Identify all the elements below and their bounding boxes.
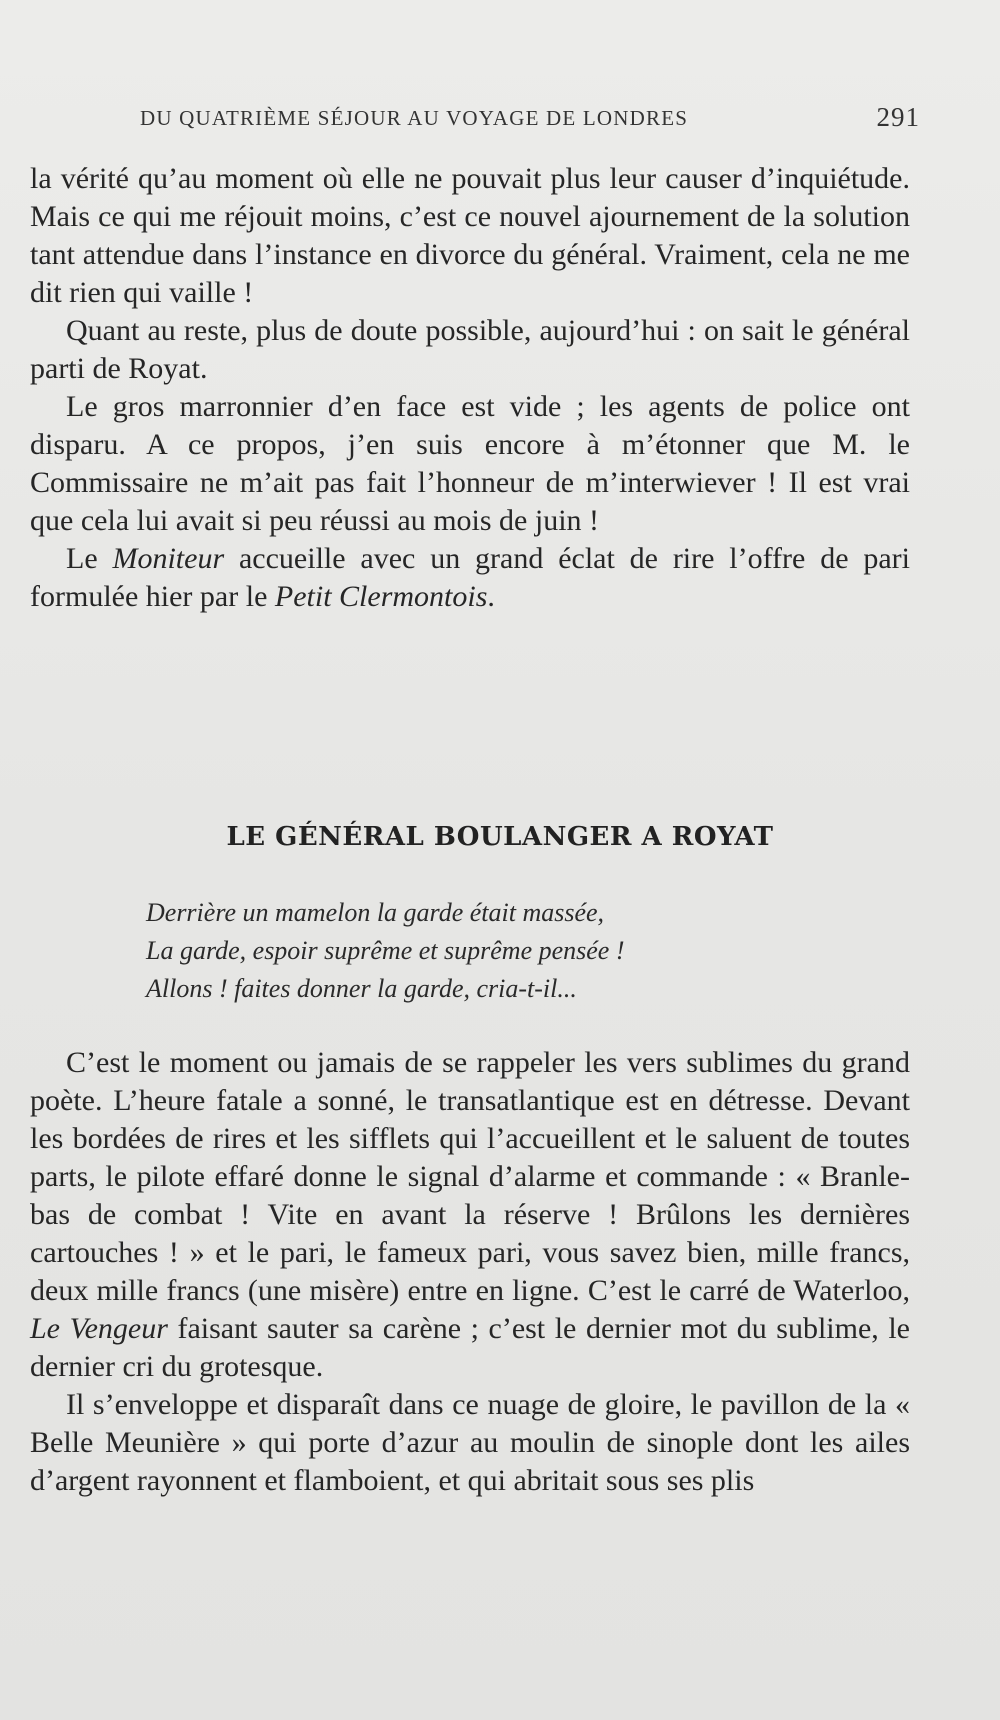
- epigraph-line: Derrière un mamelon la garde était massée,: [146, 898, 605, 927]
- italic-title: Moniteur: [112, 542, 225, 575]
- italic-title: Le Vengeur: [30, 1312, 168, 1345]
- body-text-bottom: [30, 1044, 910, 1500]
- body-text-top: [30, 160, 910, 616]
- text-span: accueille avec un grand éclat de rire l’offre de pari formulée hier par le: [30, 542, 910, 613]
- paragraph-moniteur: [30, 540, 910, 616]
- running-title: DU QUATRIÈME SÉJOUR AU VOYAGE DE LONDRES: [140, 106, 689, 130]
- epigraph-line: Allons ! faites donner la garde, cria-t-il...: [146, 974, 577, 1003]
- paragraph: Le gros marronnier d’en face est vide ; les agents de police ont disparu. A ce propos, j’en suis encore à m’étonner que M. le Commissaire ne m’ait pas fait l’honneur de m’interwiever ! Il est vrai que cela lui avait si peu réussi au mois de juin !: [30, 390, 910, 537]
- page-number: 291: [876, 102, 920, 132]
- text-span: faisant sauter sa carène ; c’est le dernier mot du sublime, le dernier cri du grotesque.: [30, 1312, 911, 1383]
- paragraph: Quant au reste, plus de doute possible, aujourd’hui : on sait le général parti de Royat.: [30, 314, 910, 385]
- paragraph: la vérité qu’au moment où elle ne pouvait plus leur causer d’inquiétude. Mais ce qui me réjouit moins, c’est ce nouvel ajournement de la solution tant attendue dans l’instance en divorce du général. Vraiment, cela ne me dit rien qui vaille !: [30, 162, 910, 309]
- section-heading: LE GÉNÉRAL BOULANGER A ROYAT: [226, 822, 774, 852]
- text-span: Le: [66, 542, 113, 575]
- running-head: [140, 102, 920, 138]
- italic-title: Petit Clermontois: [274, 580, 488, 613]
- paragraph: Il s’enveloppe et disparaît dans ce nuage de gloire, le pavillon de la « Belle Meunière » qui porte d’azur au moulin de sinople dont les ailes d’argent rayonnent et flamboient, et qui abritait sous ses plis: [30, 1388, 910, 1497]
- text-span: C’est le moment ou jamais de se rappeler les vers sublimes du grand poète. L’heure fatale a sonné, le transatlantique est en détresse. Devant les bordées de rires et les sifflets qui l’accueillent et le saluent de toutes parts, le pilote effaré donne le signal d’alarme et commande : « Branle-bas de combat ! Vite en avant la réserve ! Brûlons les dernières cartouches ! » et le pari, le fameux pari, vous savez bien, mille francs, deux mille francs (une misère) entre en ligne. C’est le carré de Waterloo,: [30, 1046, 910, 1307]
- epigraph-line: La garde, espoir suprême et suprême pensée !: [146, 936, 625, 965]
- paragraph-waterloo: [30, 1044, 910, 1386]
- epigraph: [146, 894, 906, 1008]
- text-span: .: [487, 580, 495, 613]
